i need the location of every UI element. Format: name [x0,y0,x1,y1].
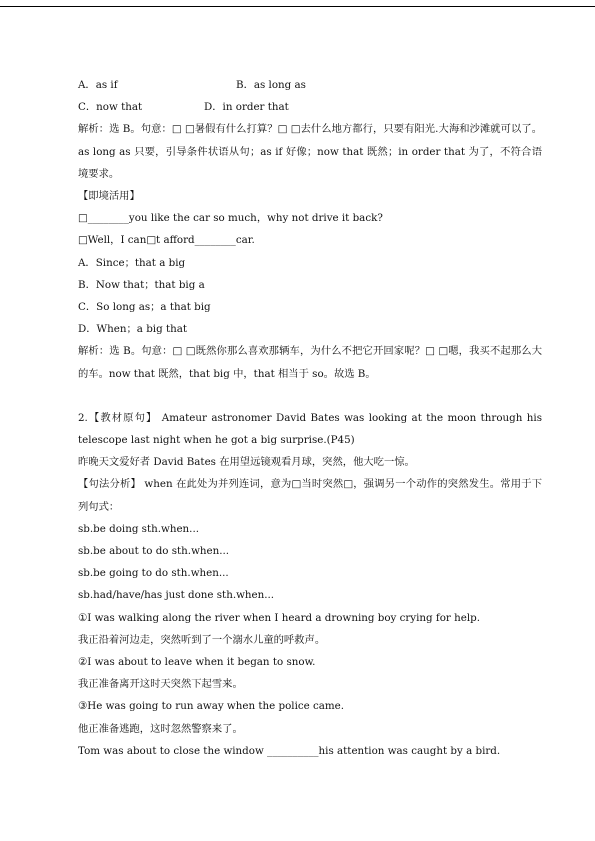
q1-option-b: B．as long as [236,79,306,91]
practice-analysis: 解析：选 B。句意：□ □既然你那么喜欢那辆车，为什么不把它开回家呢？□ □嗯，我买不起那么大的车。now that 既然，that big 中，that 相当于 so。故选 B。 [78,345,542,380]
q1-analysis: 解析：选 B。句意：□ □暑假有什么打算？□ □去什么地方都行，只要有阳光.大海和沙滩就可以了。as long as 只要，引导条件状语从句；as if 好像；now that 既然；in order that 为了，不符合语境要求。 [78,123,542,180]
document-page [56,74,542,762]
q2-original-sentence: 2.【教材原句】 Amateur astronomer David Bates was looking at the moon through his telescope last night when he got a big surprise.(P45) [78,411,542,447]
pattern-2: sb.be about to do sth.when... [78,545,230,558]
example-2-zh: 我正准备离开这时天突然下起雪来。 [78,678,243,691]
q1-options-row-2 [56,96,542,118]
practice-line-1: □________you like the car so much，why not drive it back? [78,212,383,225]
header-rule [0,6,595,7]
q1-option-d: D．in order that [204,101,289,114]
q1-option-a: A．as if [78,79,118,91]
example-1-en: ①I was walking along the river when I heard a drowning boy crying for help. [78,611,481,624]
pattern-1: sb.be doing sth.when... [78,522,200,535]
example-1-zh: 我正沿着河边走，突然听到了一个溺水儿童的呼救声。 [78,633,326,646]
practice-heading: 【即境活用】 [78,190,140,203]
practice-option-b: B．Now that；that big a [78,278,205,291]
practice-line-2: □Well，I can□t afford________car. [78,234,255,247]
fill-blank-exercise: Tom was about to close the window __________his attention was caught by a bird. [78,744,501,757]
section-gap [56,385,542,407]
practice-option-c: C．So long as；a that big [78,301,211,314]
q2-translation: 昨晚天文爱好者 David Bates 在用望远镜观看月球，突然，他大吃一惊。 [78,456,415,469]
q1-options-row-1 [56,74,542,96]
pattern-3: sb.be going to do sth.when... [78,567,229,580]
q1-option-c: C．now that [78,101,143,114]
example-2-en: ②I was about to leave when it began to snow. [78,656,316,669]
example-3-zh: 他正准备逃跑，这时忽然警察来了。 [78,722,243,735]
pattern-4: sb.had/have/has just done sth.when... [78,589,275,602]
example-3-en: ③He was going to run away when the police came. [78,700,345,713]
practice-option-a: A．Since；that a big [78,256,186,269]
practice-option-d: D．When；a big that [78,323,187,336]
q2-syntax-analysis: 【句法分析】 when 在此处为并列连词，意为□当时突然□，强调另一个动作的突然发生。常用于下列句式： [78,478,542,513]
